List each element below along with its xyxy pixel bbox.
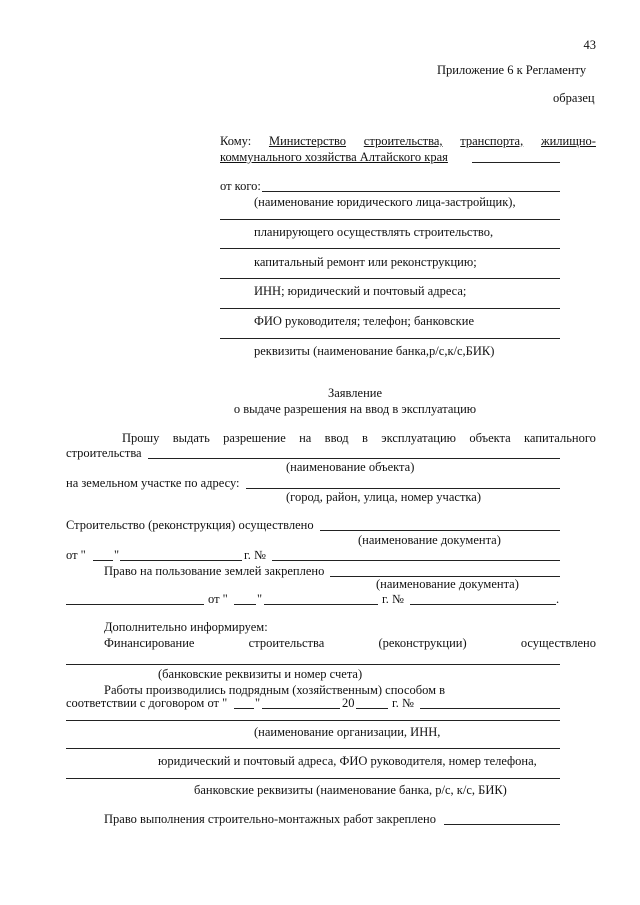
financing-line: Финансирование строительства (реконструкции) осуществлено [104, 636, 596, 650]
caption-organization: (наименование организации, ИНН, [254, 725, 441, 739]
works-contract-label: соответствии с договором от " [66, 696, 228, 710]
land-plot-label: на земельном участке по адресу: [66, 476, 240, 490]
works-line-1: Работы производились подрядным (хозяйственным) способом в [104, 683, 446, 697]
works-year-20: 20 [342, 696, 355, 710]
object-name-line[interactable] [148, 458, 560, 459]
period-mark: . [556, 592, 560, 606]
applicant-line-3[interactable] [220, 278, 560, 279]
number-line-2[interactable] [410, 604, 556, 605]
organization-line-2[interactable] [66, 748, 560, 749]
applicant-line-1[interactable] [220, 219, 560, 220]
organization-line-1[interactable] [66, 720, 560, 721]
caption-organization-2: юридический и почтовый адреса, ФИО руководителя, номер телефона, [158, 754, 537, 768]
request-line-1: Прошу выдать разрешение на ввод в эксплуатацию объекта капитального [122, 431, 596, 445]
works-quote-close: " [255, 696, 261, 710]
year-number-label-2: г. № [382, 592, 404, 606]
caption-document-1: (наименование документа) [358, 533, 501, 547]
construction-right-line[interactable] [444, 824, 560, 825]
caption-bank-account: (банковские реквизиты и номер счета) [158, 667, 363, 681]
caption-bank: реквизиты (наименование банка,р/с,к/с,БИК) [254, 344, 495, 358]
addressee-line-1: Кому: Министерство строительства, транспорта, жилищно- [220, 134, 596, 148]
number-line-1[interactable] [272, 560, 560, 561]
year-number-label: г. № [244, 548, 266, 562]
page-number: 43 [583, 38, 596, 52]
document-subtitle: о выдаче разрешения на ввод в эксплуатацию [233, 402, 477, 416]
document-title: Заявление [327, 386, 382, 400]
caption-object: (наименование объекта) [286, 460, 415, 474]
bank-account-line[interactable] [66, 664, 560, 665]
contract-month-line[interactable] [262, 708, 340, 709]
quote-close-1: " [114, 548, 120, 562]
caption-document-2: (наименование документа) [376, 577, 519, 591]
caption-inn: ИНН; юридический и почтовый адреса; [254, 284, 467, 298]
contract-day-line[interactable] [234, 708, 254, 709]
caption-organization-3: банковские реквизиты (наименование банка, р/с, к/с, БИК) [194, 783, 507, 797]
applicant-line-4[interactable] [220, 308, 560, 309]
contract-year-line[interactable] [356, 708, 388, 709]
to-label: Кому: [220, 134, 252, 148]
contract-number-line[interactable] [420, 708, 560, 709]
caption-repair: капитальный ремонт или реконструкцию; [254, 255, 477, 269]
works-number-label: г. № [392, 696, 414, 710]
from-input-line[interactable] [262, 191, 560, 192]
caption-legal-entity: (наименование юридического лица-застройщик), [254, 195, 516, 209]
day-line-1[interactable] [93, 560, 113, 561]
organization-line-3[interactable] [66, 778, 560, 779]
construction-doc-line[interactable] [320, 530, 560, 531]
land-right-label: Право на пользование землей закреплено [104, 564, 325, 578]
addressee-line-2: коммунального хозяйства Алтайского края [220, 150, 448, 164]
day-line-2[interactable] [234, 604, 256, 605]
construction-done-label: Строительство (реконструкция) осуществлено [66, 518, 314, 532]
land-doc-line[interactable] [66, 604, 204, 605]
applicant-line-5[interactable] [220, 338, 560, 339]
caption-address: (город, район, улица, номер участка) [286, 490, 481, 504]
date-from-label-2: от " [208, 592, 228, 606]
caption-director: ФИО руководителя; телефон; банковские [254, 314, 474, 328]
applicant-line-2[interactable] [220, 248, 560, 249]
sample-label: образец [553, 91, 595, 105]
appendix-label: Приложение 6 к Регламенту [437, 63, 587, 77]
month-year-line-2[interactable] [264, 604, 378, 605]
construction-right-label: Право выполнения строительно-монтажных работ закреплено [104, 812, 436, 826]
caption-planning: планирующего осуществлять строительство, [254, 225, 494, 239]
month-year-line-1[interactable] [120, 560, 242, 561]
quote-close-2: " [257, 592, 263, 606]
addressee-fill-line [472, 162, 560, 163]
additional-info-label: Дополнительно информируем: [104, 620, 268, 634]
from-label: от кого: [220, 179, 261, 193]
land-address-line[interactable] [246, 488, 560, 489]
request-line-2: строительства [66, 446, 142, 460]
date-from-label: от " [66, 548, 86, 562]
